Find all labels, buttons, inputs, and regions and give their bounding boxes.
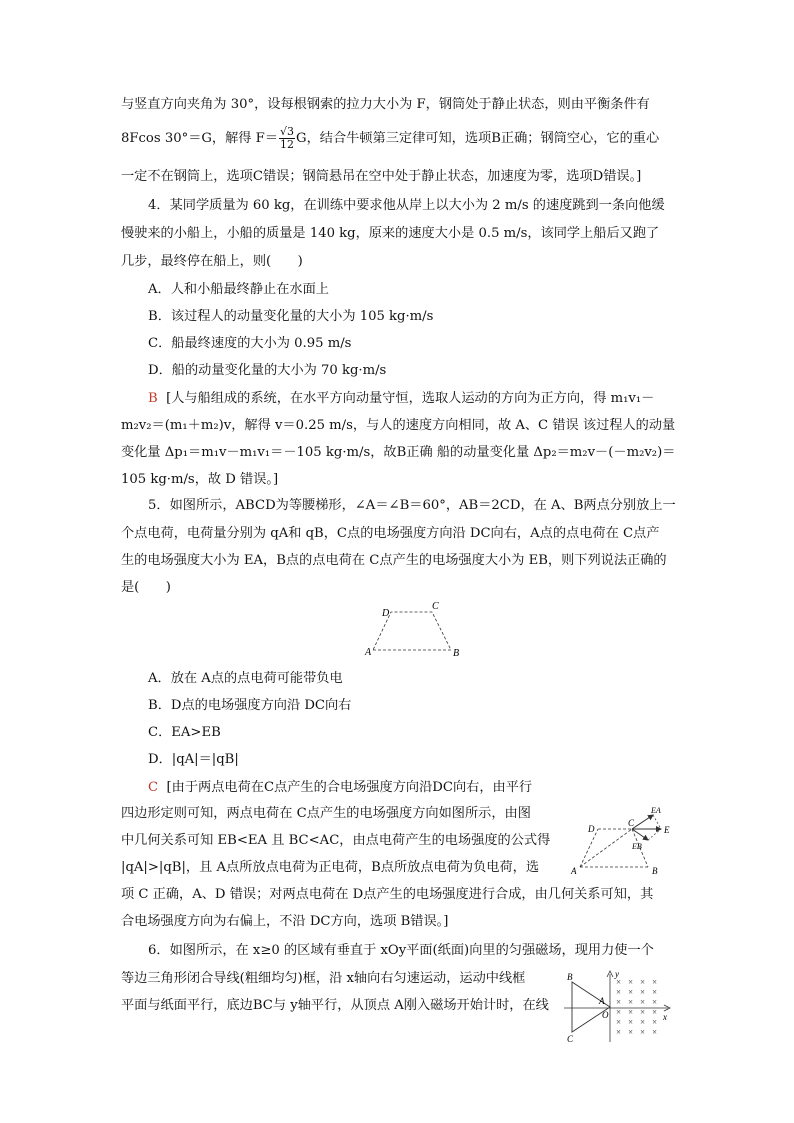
field-x-mark: ×	[628, 1007, 634, 1017]
field-x-mark: ×	[640, 1007, 646, 1017]
svg-text:y: y	[615, 969, 619, 979]
text-line: 8Fcos 30°＝G，解得 F＝ $\frac{√3}{12}$ G，结合牛顿第三定律可知，选项B正确；钢筒空心，它的重心	[121, 125, 660, 151]
question-4-line: 几步，最终停在船上，则( )	[121, 254, 303, 269]
label-b: B	[453, 648, 460, 659]
field-x-mark: ×	[616, 1007, 622, 1017]
answer-5-line: 合电场强度方向为右偏上，不沿 DC方向，选项 B错误。]	[121, 914, 449, 929]
option-c: C．船最终速度的大小为 0.95 m/s	[148, 336, 352, 351]
option-a: A．放在 A点的点电荷可能带负电	[148, 671, 343, 686]
field-x-mark: ×	[628, 987, 634, 997]
field-x-mark: ×	[616, 1027, 622, 1037]
question-5-line: 生的电场强度大小为 EA，B点的点电荷在 C点产生的电场强度大小为 EB，则下列说法正确的	[121, 553, 667, 568]
option-b: B．该过程人的动量变化量的大小为 105 kg·m/s	[148, 309, 434, 324]
svg-text:EB: EB	[632, 842, 642, 851]
text-line: 与竖直方向夹角为 30°，设每根钢索的拉力大小为 F，钢筒处于静止状态，则由平衡条件有	[121, 97, 650, 112]
answer-4-line: 105 kg·m/s，故 D 错误。]	[121, 472, 279, 487]
answer-5-line: |qA|>|qB|，且 A点所放点电荷为正电荷，B点所放点电荷为负电荷，选	[121, 860, 540, 875]
label-d: D	[382, 608, 390, 619]
question-6-line: 等边三角形闭合导线(粗细均匀)框，沿 x轴向右匀速运动，运动中线框	[121, 971, 526, 986]
field-x-mark: ×	[652, 1017, 658, 1027]
question-6-line: 平面与纸面平行，底边BC与 y轴平行，从顶点 A刚入磁场开始计时，在线	[121, 998, 549, 1013]
option-a: A．人和小船最终静止在水面上	[148, 282, 329, 297]
answer-letter: B	[148, 391, 158, 406]
answer-4-line: B [人与船组成的系统，在水平方向动量守恒，选取人运动的方向为正方向，得 m₁v₁－	[148, 391, 655, 406]
answer-4-line: m₂v₂＝(m₁＋m₂)v，解得 v＝0.25 m/s，与人的速度方向相同，故 A、C 错误 该过程人的动量	[121, 418, 676, 433]
option-b: B．D点的电场强度方向沿 DC向右	[148, 698, 352, 713]
svg-text:E: E	[664, 825, 670, 835]
field-x-mark: ×	[628, 997, 634, 1007]
svg-text:C: C	[567, 1034, 574, 1044]
question-4-line: 慢驶来的小船上，小船的质量是 140 kg，原来的速度大小是 0.5 m/s，该同学上船后又跑了	[121, 226, 660, 241]
svg-text:C: C	[628, 818, 635, 828]
field-x-mark: ×	[640, 1027, 646, 1037]
field-x-mark: ×	[652, 1027, 658, 1037]
field-x-mark: ×	[640, 977, 646, 987]
field-x-mark: ×	[640, 1017, 646, 1027]
answer-5-line: 项 C 正确，A、D 错误；对两点电荷在 D点产生的电场强度进行合成，由几何关系可知，其	[121, 887, 654, 902]
field-x-mark: ×	[652, 1007, 658, 1017]
field-x-mark: ×	[628, 1017, 634, 1027]
svg-text:O: O	[602, 1010, 609, 1020]
field-x-mark: ×	[616, 997, 622, 1007]
field-x-mark: ×	[628, 977, 634, 987]
option-c: C．EA>EB	[148, 725, 221, 740]
field-x-mark: ×	[628, 1027, 634, 1037]
svg-text:x: x	[663, 1012, 667, 1022]
field-x-mark: ×	[616, 1017, 622, 1027]
trapezoid-figure	[360, 600, 470, 662]
svg-text:A: A	[571, 866, 577, 876]
answer-letter: C	[148, 780, 159, 795]
field-marks	[616, 977, 657, 1037]
svg-text:D: D	[588, 824, 595, 834]
answer-5-line: 四边形定则可知，两点电荷在 C点产生的电场强度方向如图所示，由图	[121, 806, 531, 821]
field-x-mark: ×	[616, 987, 622, 997]
svg-text:B: B	[652, 866, 658, 876]
field-x-mark: ×	[640, 997, 646, 1007]
field-x-mark: ×	[652, 977, 658, 987]
label-a: A	[365, 647, 372, 658]
question-5-line: 是( )	[121, 580, 171, 595]
question-5-line: 5．如图所示，ABCD为等腰梯形，∠A＝∠B＝60°，AB＝2CD，在 A、B两点分别放上一	[148, 498, 676, 513]
svg-text:A: A	[599, 996, 605, 1006]
fraction: $\frac{√3}{12}$	[280, 125, 295, 151]
field-x-mark: ×	[652, 997, 658, 1007]
question-6-line: 6．如图所示，在 x≥0 的区域有垂直于 xOy平面(纸面)向里的匀强磁场，现用力使一个	[148, 943, 654, 958]
field-x-mark: ×	[616, 977, 622, 987]
answer-5-line: 中几何关系可知 EB<EA 且 BC<AC，由点电荷产生的电场强度的公式得	[121, 833, 551, 848]
field-x-mark: ×	[652, 987, 658, 997]
question-5-line: 个点电荷，电荷量分别为 qA和 qB，C点的电场强度方向沿 DC向右，A点的点电荷在 C点产	[121, 526, 660, 541]
svg-text:B: B	[567, 972, 573, 982]
option-d: D．|qA|＝|qB|	[148, 752, 239, 767]
label-c: C	[432, 601, 439, 612]
option-d: D．船的动量变化量的大小为 70 kg·m/s	[148, 363, 387, 378]
question-4-line: 4．某同学质量为 60 kg，在训练中要求他从岸上以大小为 2 m/s 的速度跳到一条向他缓	[148, 198, 665, 213]
magnetic-field-figure	[560, 968, 672, 1044]
answer-5-line: C [由于两点电荷在C点产生的合电场强度方向沿DC向右，由平行	[148, 780, 533, 795]
field-x-mark: ×	[640, 987, 646, 997]
svg-text:EA: EA	[651, 806, 661, 815]
text-line: 一定不在钢筒上，选项C错误；钢筒悬吊在空中处于静止状态，加速度为零，选项D错误。]	[121, 169, 642, 184]
answer-4-line: 变化量 Δp₁＝m₁v－m₁v₁＝－105 kg·m/s，故B正确 船的动量变化量 Δp₂＝m₂v－(－m₂v₂)＝	[121, 445, 676, 460]
field-vector-figure	[568, 804, 678, 876]
